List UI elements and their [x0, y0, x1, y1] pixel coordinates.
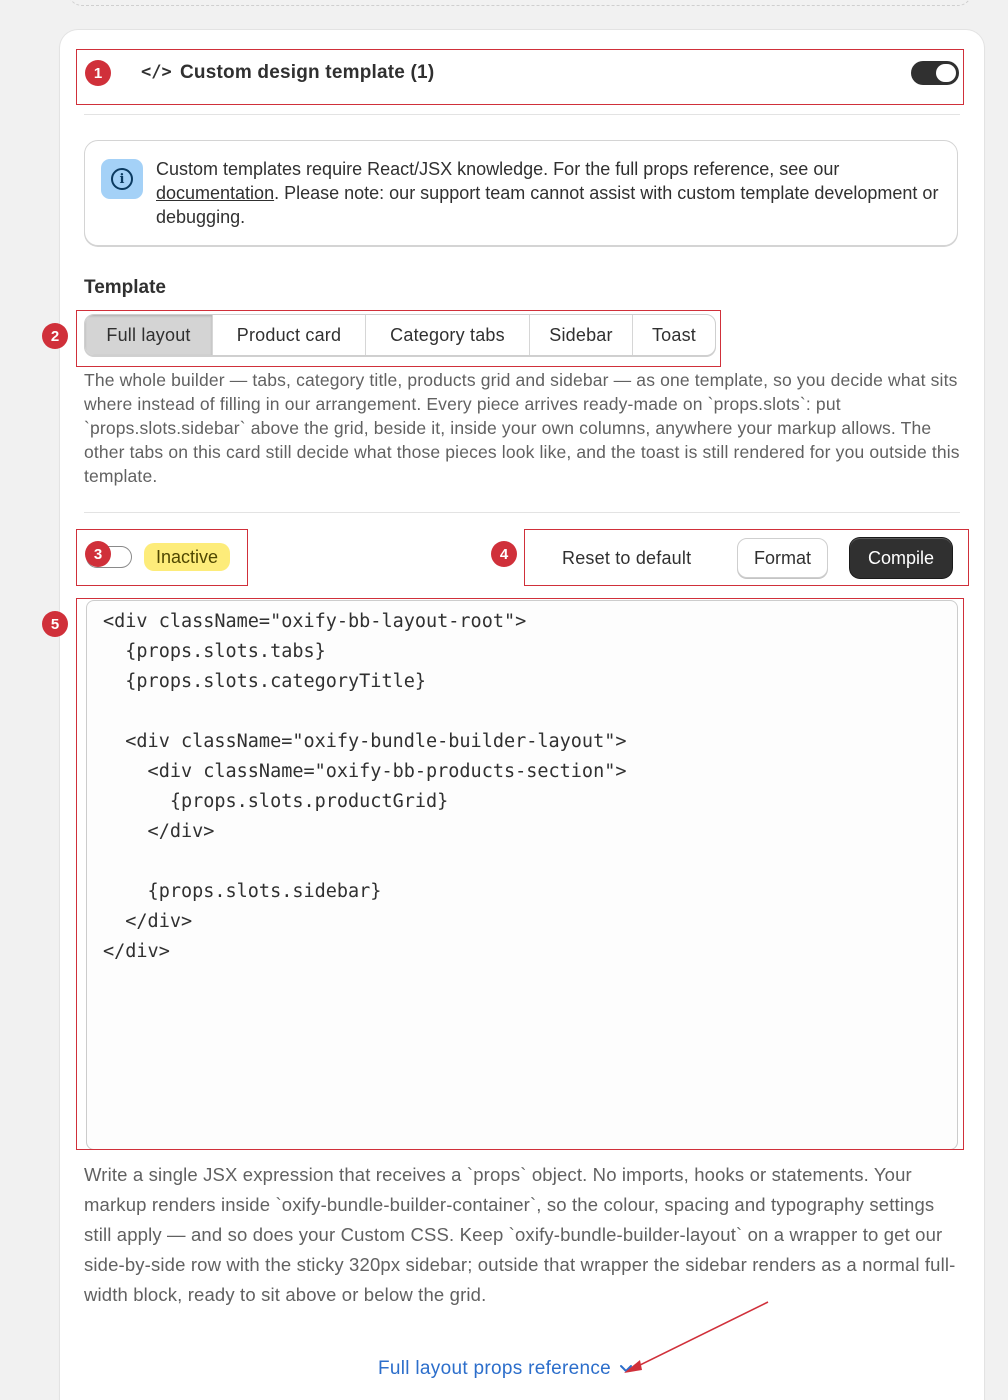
custom-template-toggle[interactable] — [911, 61, 959, 85]
tab-product-card[interactable]: Product card — [213, 315, 366, 355]
toggle-knob — [936, 64, 956, 82]
compile-button[interactable]: Compile — [850, 538, 952, 578]
header-divider — [84, 114, 960, 115]
template-description: The whole builder — tabs, category title, products grid and sidebar — as one template, so you decide what sits where instead of filling in our arrangement. Every piece arrives ready-made on `props.slots`: put `props.slots.sidebar` above the grid, beside it, inside your own columns, anywhere your markup allows. The other tabs on this card still decide what those pieces look like, and the toast is still rendered for you outside this template. — [84, 370, 960, 486]
info-banner — [84, 140, 958, 246]
annotation-badge-4: 4 — [491, 541, 517, 567]
code-editor[interactable] — [86, 600, 958, 1150]
props-reference-label: Full layout props reference — [378, 1358, 612, 1379]
help-text: Write a single JSX expression that receives a `props` object. No imports, hooks or statements. Your markup renders inside `oxify-bundle-builder-container`, so the colour, spacing and typography settings still apply — and so does your Custom CSS. Keep `oxify-bundle-builder-layout` on a wrapper to get our side-by-side row with the sticky 320px sidebar; outside that wrapper the sidebar renders as a normal full-width block, ready to sit above or below the grid. — [84, 1164, 956, 1305]
annotation-badge-5: 5 — [42, 611, 68, 637]
template-tabs — [84, 314, 716, 356]
template-label: Template — [84, 277, 167, 298]
annotation-badge-2: 2 — [42, 323, 68, 349]
code-content[interactable]: <div className="oxify-bb-layout-root"> {props.slots.tabs} {props.slots.categoryTitle} <div className="oxify-bundle-builder-layout"> <div className="oxify-bb-products-section"> {props.slots.productGrid} </div> {props.slots.sidebar} </div> </div> — [103, 611, 627, 962]
documentation-link[interactable]: documentation — [156, 183, 275, 203]
reset-to-default-button[interactable]: Reset to default — [562, 547, 692, 568]
format-button[interactable]: Format — [737, 538, 828, 578]
code-icon: </> — [141, 62, 172, 82]
props-reference-link[interactable] — [378, 1358, 633, 1380]
annotation-arrow — [600, 1290, 780, 1390]
annotation-badge-1: 1 — [85, 60, 111, 86]
tab-toast[interactable]: Toast — [651, 324, 697, 345]
tab-sidebar[interactable]: Sidebar — [530, 315, 633, 355]
status-badge: Inactive — [144, 543, 230, 571]
previous-card-edge — [68, 0, 972, 6]
section-divider — [84, 512, 960, 513]
info-icon: i — [101, 159, 143, 199]
banner-text: Custom templates require React/JSX knowledge. For the full props reference, see our documentation. Please note: our support team cannot assist with custom template development or debugging. — [156, 159, 939, 227]
card-title: Custom design template (1) — [180, 62, 435, 83]
tab-full-layout[interactable]: Full layout — [85, 315, 213, 355]
annotation-badge-3: 3 — [85, 541, 111, 567]
tab-category-tabs[interactable]: Category tabs — [366, 315, 530, 355]
